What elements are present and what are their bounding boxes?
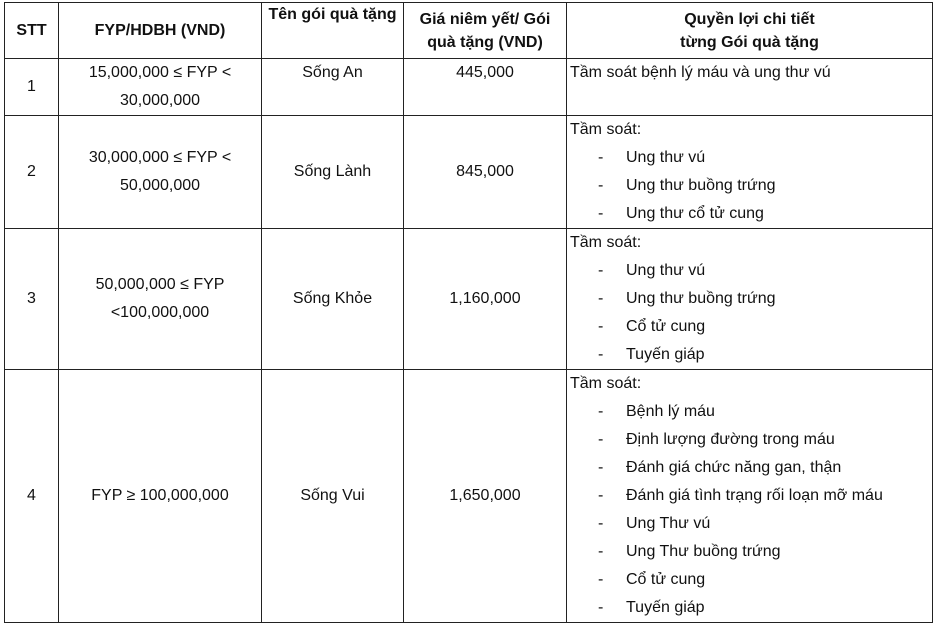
cell-stt: 3 [5,229,59,370]
cell-fyp-line2: <100,000,000 [110,304,210,321]
cell-benefits [567,229,933,370]
list-item: - Đánh giá chức năng gan, thận [570,454,932,482]
cell-fyp [59,370,262,623]
benefit-list [570,398,932,622]
list-item: - Đánh giá tình trạng rối loạn mỡ máu [570,482,932,510]
table-row [5,229,933,370]
cell-package-name: Sống Vui [262,370,404,623]
cell-fyp-line1: 15,000,000 ≤ FYP < [88,64,232,81]
benefit-list [570,144,932,228]
cell-stt: 1 [5,59,59,116]
cell-fyp-line2: 30,000,000 [119,92,201,109]
list-item: - Ung thư buồng trứng [570,285,932,313]
header-price [404,3,567,59]
list-item: - Ung Thư vú [570,510,932,538]
list-item: - Cổ tử cung [570,313,932,341]
cell-fyp [59,59,262,116]
header-benefits [567,3,933,59]
cell-price: 1,650,000 [404,370,567,623]
benefit-intro: Tầm soát bệnh lý máu và ung thư vú [570,64,831,81]
header-package-name-text: Tên gói quà tặng [268,6,397,23]
cell-package-name: Sống Lành [262,116,404,229]
table-row [5,59,933,116]
cell-benefits [567,370,933,623]
cell-price: 845,000 [404,116,567,229]
list-item: - Tuyến giáp [570,341,932,369]
cell-fyp-line2: 50,000,000 [119,177,201,194]
cell-fyp-line1: 30,000,000 ≤ FYP < [88,149,232,166]
benefit-intro: Tầm soát: [570,375,642,392]
cell-fyp-line1: 50,000,000 ≤ FYP [95,276,225,293]
table-header-row [5,3,933,59]
cell-stt: 4 [5,370,59,623]
list-item: - Ung thư buồng trứng [570,172,932,200]
benefit-intro: Tầm soát: [570,234,642,251]
list-item: - Định lượng đường trong máu [570,426,932,454]
cell-package-name: Sống An [262,59,404,116]
benefit-list [570,257,932,369]
header-fyp: FYP/HDBH (VND) [59,3,262,59]
list-item: - Ung thư vú [570,144,932,172]
header-benefits-line2: từng Gói quà tặng [680,33,819,51]
list-item: - Tuyến giáp [570,594,932,622]
table-row [5,370,933,623]
list-item: - Ung thư cổ tử cung [570,200,932,228]
header-benefits-line1: Quyền lợi chi tiết [684,10,815,28]
cell-price: 445,000 [404,59,567,116]
cell-package-name: Sống Khỏe [262,229,404,370]
benefit-intro: Tầm soát: [570,121,642,138]
cell-fyp [59,116,262,229]
cell-stt: 2 [5,116,59,229]
table-row [5,116,933,229]
cell-fyp-line1: FYP ≥ 100,000,000 [91,487,229,504]
gift-package-table [4,2,933,623]
list-item: - Ung thư vú [570,257,932,285]
list-item: - Bệnh lý máu [570,398,932,426]
cell-benefits [567,116,933,229]
header-package-name [262,3,404,59]
cell-benefits [567,59,933,116]
list-item: - Ung Thư buồng trứng [570,538,932,566]
header-price-line1: Giá niêm yết/ Gói [419,10,551,28]
header-stt: STT [5,3,59,59]
header-price-line2: quà tặng (VND) [427,33,543,51]
cell-fyp [59,229,262,370]
list-item: - Cổ tử cung [570,566,932,594]
cell-price: 1,160,000 [404,229,567,370]
